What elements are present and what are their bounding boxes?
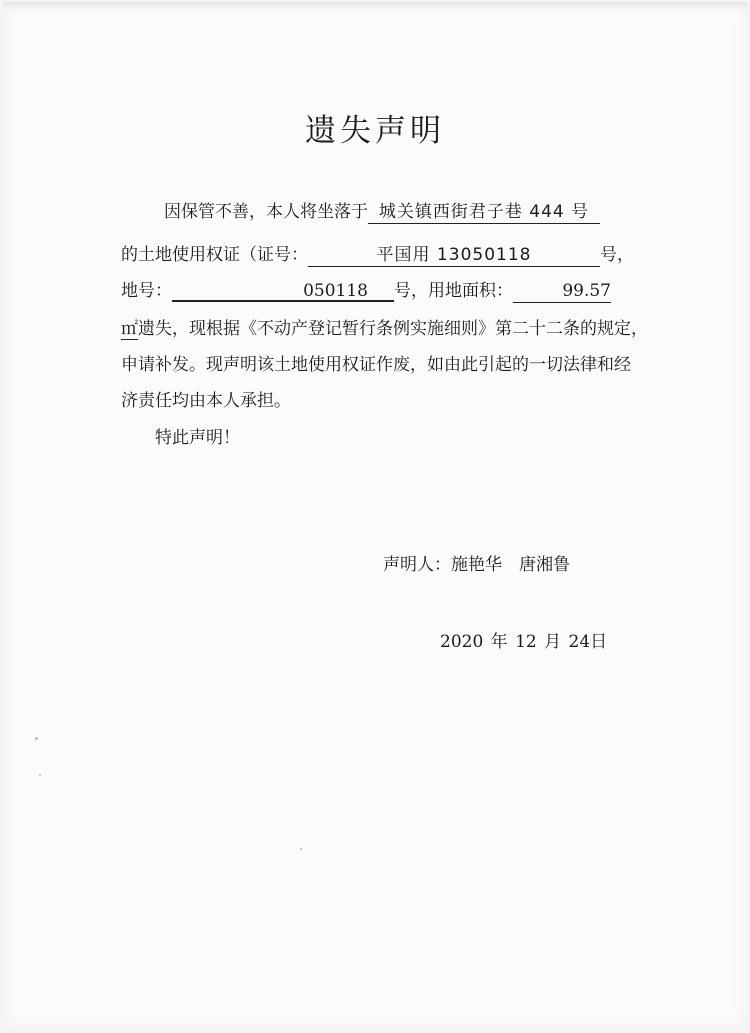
paragraph-line-1 xyxy=(164,200,600,224)
signers: 施艳华 唐湘鲁 xyxy=(451,555,570,575)
line3-prefix: 地号： xyxy=(121,281,172,301)
date-month-label: 月 xyxy=(544,632,562,652)
paragraph-line-4 xyxy=(121,317,648,341)
date-year-label: 年 xyxy=(490,632,508,652)
line4-text: 遗失，现根据《不动产登记暂行条例实施细则》第二十二条的规定， xyxy=(138,319,648,339)
area-field: 99.57 xyxy=(513,280,611,303)
document-page xyxy=(3,2,747,1028)
scan-speck xyxy=(35,737,38,740)
land-number-field: 050118 xyxy=(172,280,394,302)
scan-speck xyxy=(39,774,41,776)
signature-label: 声明人： xyxy=(383,555,451,575)
cert-number-field: 平国用 13050118 xyxy=(308,244,600,267)
line2-prefix: 的土地使用权证（证号： xyxy=(121,245,308,265)
signature-block xyxy=(383,550,570,575)
location-field: 城关镇西街君子巷 444 号 xyxy=(368,201,600,224)
paragraph-line-3 xyxy=(121,279,611,303)
paragraph-line-6: 济责任均由本人承担。 xyxy=(121,391,291,411)
date-day: 24 xyxy=(568,632,591,652)
line3-mid: 号，用地面积： xyxy=(394,281,513,301)
paragraph-line-2 xyxy=(121,243,634,267)
paragraph-line-5: 申请补发。现声明该土地使用权证作废，如由此引起的一切法律和经 xyxy=(121,355,631,375)
date-day-label: 日 xyxy=(590,632,608,652)
date-month: 12 xyxy=(515,632,537,652)
scan-speck xyxy=(300,848,302,850)
area-unit: ㎡ xyxy=(121,319,138,339)
closing-statement: 特此声明！ xyxy=(155,428,240,448)
line1-prefix: 因保管不善，本人将坐落于 xyxy=(164,202,368,222)
date-year: 2020 xyxy=(440,632,484,652)
page-title: 遗失声明 xyxy=(305,113,445,149)
date-line xyxy=(440,627,607,652)
scan-edge xyxy=(3,2,747,10)
line2-suffix: 号， xyxy=(600,245,634,265)
